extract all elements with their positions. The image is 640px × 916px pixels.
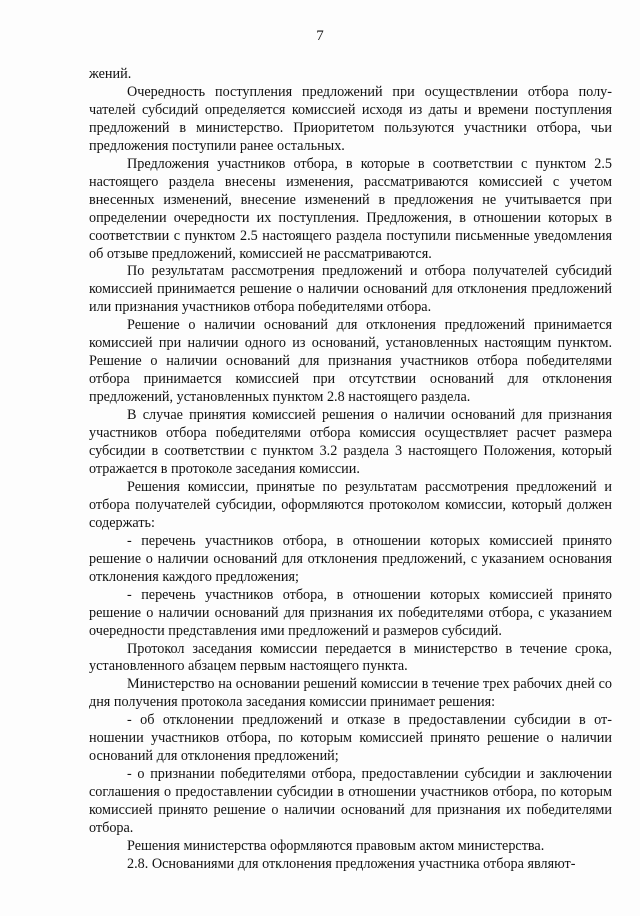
paragraph-order-of-receipt: Очередность поступления предложений при осуществлении отбора получателей субсидий определяется комиссией исходя из даты и времени поступления предложений в министерство. Приоритетом пользуются участники отбора, чьи предложения поступили ранее остальных.: [89, 83, 612, 154]
paragraph-rejection-decision: Решение о наличии оснований для отклонения предложений принимается комиссией при наличии одного из оснований, установленных настоящим пунктом. Решение о наличии оснований для признания участников отбора победителями отбора принимается комиссией при отсутствии оснований для отклонения предложений, установленных пунктом 2.8 настоящего раздела.: [89, 317, 612, 406]
list-item-refusal-decision: - об отклонении предложений и отказе в предоставлении субсидии в отношении участников отбора, по которым комиссией принято решение о наличии оснований для отклонения предложений;: [89, 712, 612, 765]
paragraph-amended-proposals: Предложения участников отбора, в которые в соответствии с пунктом 2.5 настоящего раздела внесены изменения, рассматриваются комиссией с учетом внесенных изменений, внесение изменений в предложения не учитывается при определении очередности их поступления. Предложения, в отношении которых в соответствии с пунктом 2.5 настоящего раздела поступили письменные уведомления об отзыве предложений, комиссией не рассматриваются.: [89, 155, 612, 262]
paragraph-section-2-8: 2.8. Основаниями для отклонения предложения участника отбора являют-: [127, 855, 576, 872]
paragraph-ministry-decisions: Министерство на основании решений комиссии в течение трех рабочих дней со дня получения протокола заседания комиссии принимает решения:: [89, 676, 612, 711]
paragraph-commission-protocol: Решения комиссии, принятые по результатам рассмотрения предложений и отбора получателей субсидии, оформляются протоколом комиссии, который должен содержать:: [89, 478, 612, 531]
paragraph-subsidy-calculation: В случае принятия комиссией решения о наличии оснований для признания участников отбора победителями отбора комиссия осуществляет расчет размера субсидии в соответствии с пунктом 3.2 раздела 3 настоящего Положения, который отражается в протоколе заседания комиссии.: [89, 407, 612, 477]
list-item-rejected-participants: - перечень участников отбора, в отношении которых комиссией принято решение о наличии оснований для отклонения предложений, с указанием основания отклонения каждого предложения;: [89, 532, 612, 585]
paragraph-continuation: жений.: [89, 66, 132, 82]
page-number: 7: [316, 28, 324, 44]
paragraph-protocol-transfer: Протокол заседания комиссии передается в министерство в течение срока, установленного абзацем первым настоящего пункта.: [89, 640, 612, 675]
paragraph-review-results: По результатам рассмотрения предложений и отбора получателей субсидий комиссией принимается решение о наличии оснований для отклонения предложений или признания участников отбора победителями отбора.: [89, 263, 612, 316]
paragraph-legal-act: Решения министерства оформляются правовым актом министерства.: [127, 837, 545, 854]
document-body: [89, 66, 612, 874]
list-item-winner-decision: - о признании победителями отбора, предоставлении субсидии и заключении соглашения о предоставлении субсидии в отношении участников отбора, по которым комиссией принято решение о наличии оснований для признания их победителями отбора.: [89, 766, 612, 837]
list-item-winning-participants: - перечень участников отбора, в отношении которых комиссией принято решение о наличии оснований для признания их победителями отбора, с указанием очередности представления ими предложений и размеров субсидий.: [89, 586, 612, 639]
